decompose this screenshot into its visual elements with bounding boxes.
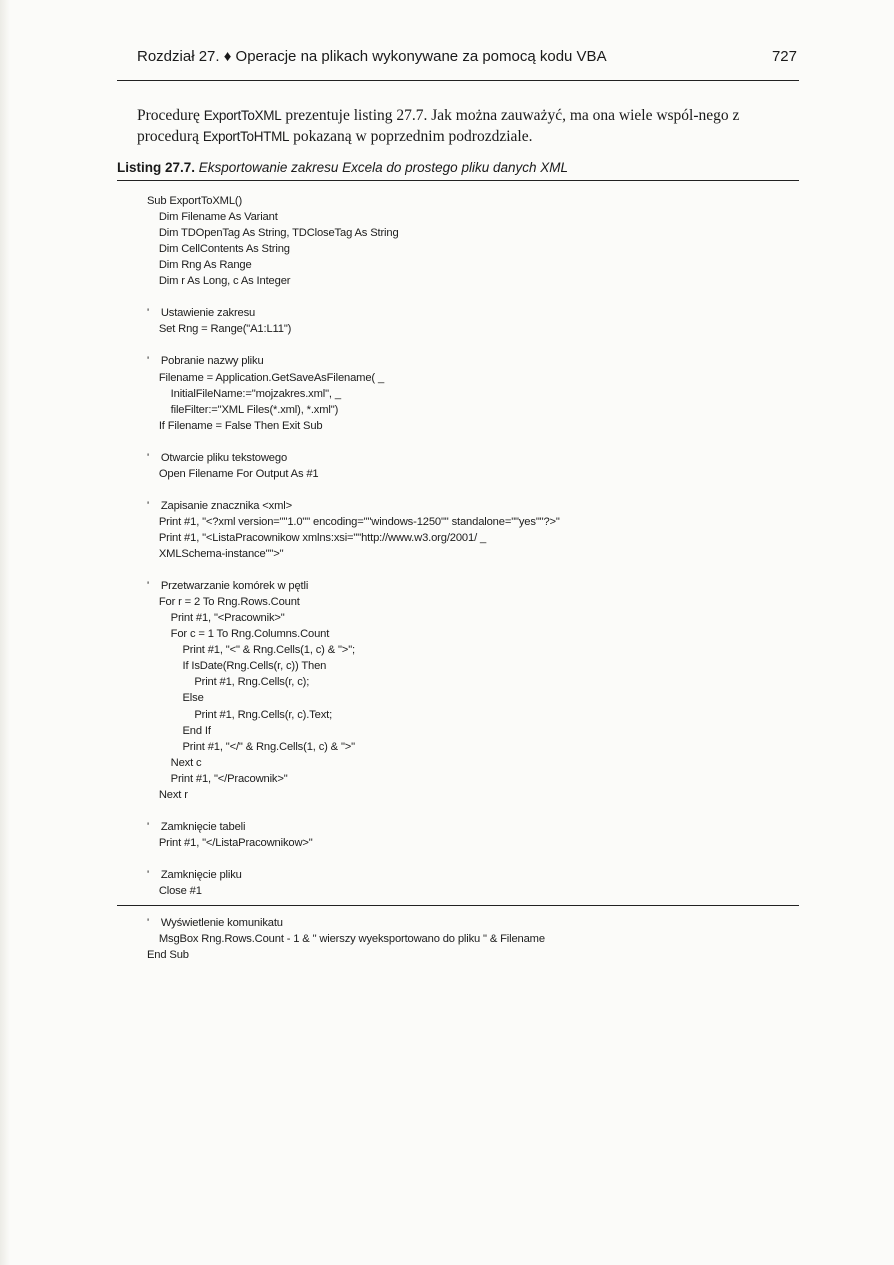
header-rule: [117, 80, 799, 81]
listing-caption-text: Eksportowanie zakresu Excela do prostego pliku danych XML: [198, 160, 568, 175]
code-listing: [147, 193, 797, 963]
code-line: InitialFileName:="mojzakres.xml", _: [147, 387, 341, 400]
intro-text-2: prezentuje listing 27.7. Jak można zauważyć, ma ona wiele wspól-nego z procedurą: [137, 107, 740, 145]
code-line: ' Zamknięcie pliku: [147, 868, 242, 881]
code-line: Dim TDOpenTag As String, TDCloseTag As String: [147, 227, 399, 240]
chapter-title: Rozdział 27. ♦ Operacje na plikach wykonywane za pomocą kodu VBA: [137, 48, 607, 65]
code-line: [147, 482, 797, 498]
code-line: End If: [147, 724, 211, 737]
code-line: If Filename = False Then Exit Sub: [147, 419, 323, 432]
code-line: Filename = Application.GetSaveAsFilename( _: [147, 371, 385, 384]
code-line: Open Filename For Output As #1: [147, 467, 319, 480]
procedure-name-export-to-html: ExportToHTML: [202, 129, 290, 144]
code-line: End Sub: [147, 949, 189, 962]
code-line: Print #1, "</" & Rng.Cells(1, c) & ">": [147, 740, 355, 753]
code-line: Close #1: [147, 885, 202, 898]
code-line: ' Zapisanie znacznika <xml>: [147, 499, 293, 512]
code-line: If IsDate(Rng.Cells(r, c)) Then: [147, 660, 327, 673]
code-line: [147, 803, 797, 819]
scan-edge-shadow: [0, 0, 10, 1265]
intro-text-1: Procedurę: [137, 107, 204, 124]
code-line: Dim Filename As Variant: [147, 211, 278, 224]
code-line: Print #1, "<Pracownik>": [147, 612, 285, 625]
code-line: Print #1, "<?xml version=""1.0"" encoding=""windows-1250"" standalone=""yes""?>": [147, 515, 560, 528]
code-line: ' Pobranie nazwy pliku: [147, 355, 264, 368]
listing-end-rule: [117, 905, 799, 906]
code-line: ' Otwarcie pliku tekstowego: [147, 451, 288, 464]
code-line: Else: [147, 692, 204, 705]
code-line: Sub ExportToXML(): [147, 195, 243, 207]
code-line: [147, 899, 797, 915]
code-line: fileFilter:="XML Files(*.xml), *.xml"): [147, 403, 339, 416]
code-line: Print #1, "</ListaPracownikow>": [147, 836, 313, 849]
code-line: Dim CellContents As String: [147, 243, 290, 256]
code-line: For c = 1 To Rng.Columns.Count: [147, 628, 330, 641]
code-line: Print #1, "</Pracownik>": [147, 772, 288, 785]
code-line: Print #1, Rng.Cells(r, c).Text;: [147, 708, 333, 721]
code-line: Print #1, "<" & Rng.Cells(1, c) & ">";: [147, 644, 355, 657]
code-line: Dim r As Long, c As Integer: [147, 275, 291, 288]
code-line: Next r: [147, 788, 188, 801]
code-line: ' Ustawienie zakresu: [147, 307, 256, 320]
listing-caption: [117, 160, 799, 175]
code-line: [147, 434, 797, 450]
code-line: Print #1, "<ListaPracownikow xmlns:xsi=""http://www.w3.org/2001/ _: [147, 531, 487, 544]
code-line: Print #1, Rng.Cells(r, c);: [147, 676, 310, 689]
code-line: Set Rng = Range("A1:L11"): [147, 323, 292, 336]
listing-label: Listing 27.7.: [117, 160, 196, 175]
code-line: For r = 2 To Rng.Rows.Count: [147, 596, 300, 609]
code-line: MsgBox Rng.Rows.Count - 1 & " wierszy wyeksportowano do pliku " & Filename: [147, 933, 545, 946]
intro-paragraph: [137, 105, 797, 147]
caption-rule: [117, 180, 799, 181]
code-line: ' Zamknięcie tabeli: [147, 820, 246, 833]
code-line: [147, 851, 797, 867]
code-line: [147, 337, 797, 353]
intro-text-3: pokazaną w poprzednim podrozdziale.: [289, 128, 533, 145]
code-line: [147, 289, 797, 305]
code-line: XMLSchema-instance"">": [147, 548, 284, 561]
code-line: [147, 562, 797, 578]
procedure-name-export-to-xml: ExportToXML: [203, 108, 282, 123]
code-line: ' Przetwarzanie komórek w pętli: [147, 580, 309, 593]
code-line: ' Wyświetlenie komunikatu: [147, 917, 283, 930]
page-number: 727: [771, 48, 797, 65]
code-line: Dim Rng As Range: [147, 259, 252, 272]
code-line: Next c: [147, 756, 202, 769]
